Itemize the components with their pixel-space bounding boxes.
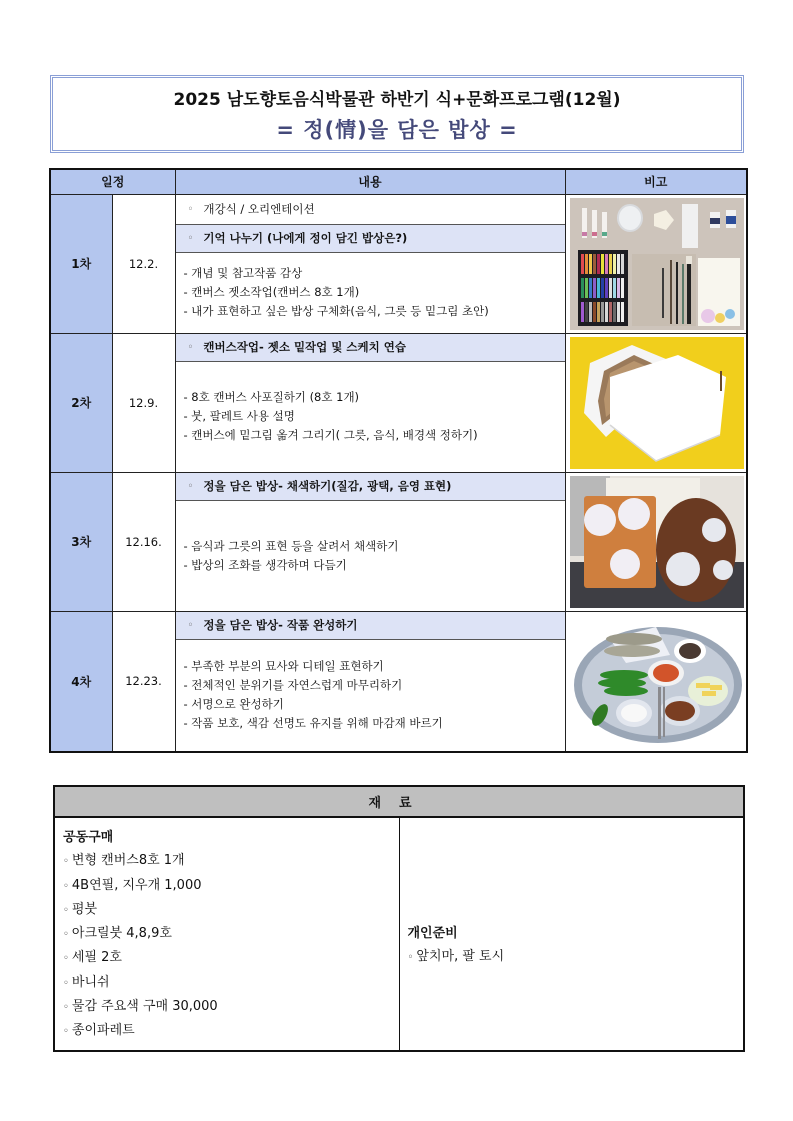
art-supplies-photo [570,198,744,330]
list-item: - 밥상의 조화를 생각하며 다듬기 [183,557,347,572]
korean-meal-tray-painting [570,615,744,747]
title-box [50,75,744,153]
schedule-row-2 [50,333,747,472]
session-content [175,472,565,611]
schedule-row-1 [50,194,747,333]
session-date: 12.2. [112,194,175,333]
header-notes: 비고 [565,169,747,194]
bullet-icon: ◦ [187,203,194,215]
material-item: ◦ 세필 2호 [63,946,391,970]
heading-text: 정을 담은 밥상- 작품 완성하기 [203,618,358,632]
material-item: ◦ 평붓 [63,898,391,922]
material-item: ◦ 4B연필, 지우개 1,000 [63,874,391,898]
session-intro [176,195,565,225]
schedule-header-row [50,169,747,194]
header-schedule: 일정 [50,169,175,194]
list-item: - 캔버스에 밑그림 옮겨 그리기( 그릇, 음식, 배경색 정하기) [183,428,478,442]
session-items [176,253,565,332]
heading-text: 캔버스작업- 젯소 밑작업 및 스케치 연습 [203,340,406,354]
session-content [175,333,565,472]
session-items [176,362,565,472]
session-heading [176,225,565,253]
session-heading [176,612,565,640]
list-item: - 부족한 부분의 묘사와 디테일 표현하기 [183,659,384,673]
list-item: - 붓, 팔레트 사용 설명 [183,409,295,423]
material-item: ◦ 앞치마, 팔 토시 [408,945,736,969]
materials-table [53,785,745,1052]
personal-prep-title: 개인준비 [407,926,458,942]
list-item: - 개념 및 참고작품 감상 [183,265,303,280]
note-image-cell [565,472,747,611]
session-items [176,501,565,611]
document-subtitle: = 정(情)을 담은 밥상 = [276,117,518,142]
list-item: - 전체적인 분위기를 자연스럽게 마무리하기 [183,678,403,692]
list-item: - 음식과 그릇의 표현 등을 살려서 채색하기 [183,538,399,553]
bullet-icon: ◦ [187,619,194,631]
round-label: 2차 [50,333,112,472]
material-item: ◦ 아크릴붓 4,8,9호 [63,922,391,946]
personal-prep-cell [399,817,744,1051]
heading-text: 기억 나누기 (나에게 정이 담긴 밥상은?) [203,231,408,245]
list-item: - 서명으로 완성하기 [183,697,284,711]
session-date: 12.9. [112,333,175,472]
list-item: - 8호 캔버스 사포질하기 (8호 1개) [183,390,360,404]
list-item: - 내가 표현하고 싶은 밥상 구체화(음식, 그릇 등 밑그림 초안) [183,303,489,318]
note-image-cell [565,611,747,752]
material-item: ◦ 물감 주요색 구매 30,000 [63,995,391,1019]
list-item: - 캔버스 젯소작업(캔버스 8호 1개) [183,284,360,299]
schedule-table [49,168,748,753]
group-purchase-cell [54,817,399,1051]
session-date: 12.16. [112,472,175,611]
round-label: 1차 [50,194,112,333]
session-heading [176,473,565,501]
intro-text: 개강식 / 오리엔테이션 [203,202,315,216]
session-items [176,640,565,751]
header-content: 내용 [175,169,565,194]
schedule-row-4 [50,611,747,752]
session-heading [176,334,565,362]
bullet-icon: ◦ [187,341,194,353]
materials-header: 재료 [54,786,744,817]
hexagon-canvas-photo [570,337,744,469]
round-label: 4차 [50,611,112,752]
note-image-cell [565,333,747,472]
list-item: - 작품 보호, 색감 선명도 유지를 위해 마감재 바르기 [183,716,443,730]
session-content [175,611,565,752]
session-content [175,194,565,333]
material-item: ◦ 종이파레트 [63,1019,391,1043]
document-title: 2025 남도향토음식박물관 하반기 식+문화프로그램(12월) [173,89,621,110]
heading-text: 정을 담은 밥상- 채색하기(질감, 광택, 음영 표현) [203,479,452,493]
schedule-row-3 [50,472,747,611]
material-item: ◦ 변형 캔버스8호 1개 [63,849,391,873]
note-image-cell [565,194,747,333]
group-purchase-title: 공동구매 [63,830,114,845]
bullet-icon: ◦ [187,480,194,492]
round-label: 3차 [50,472,112,611]
material-item: ◦ 바니쉬 [63,971,391,995]
bullet-icon: ◦ [187,232,194,244]
session-date: 12.23. [112,611,175,752]
wooden-boards-photo [570,476,744,608]
